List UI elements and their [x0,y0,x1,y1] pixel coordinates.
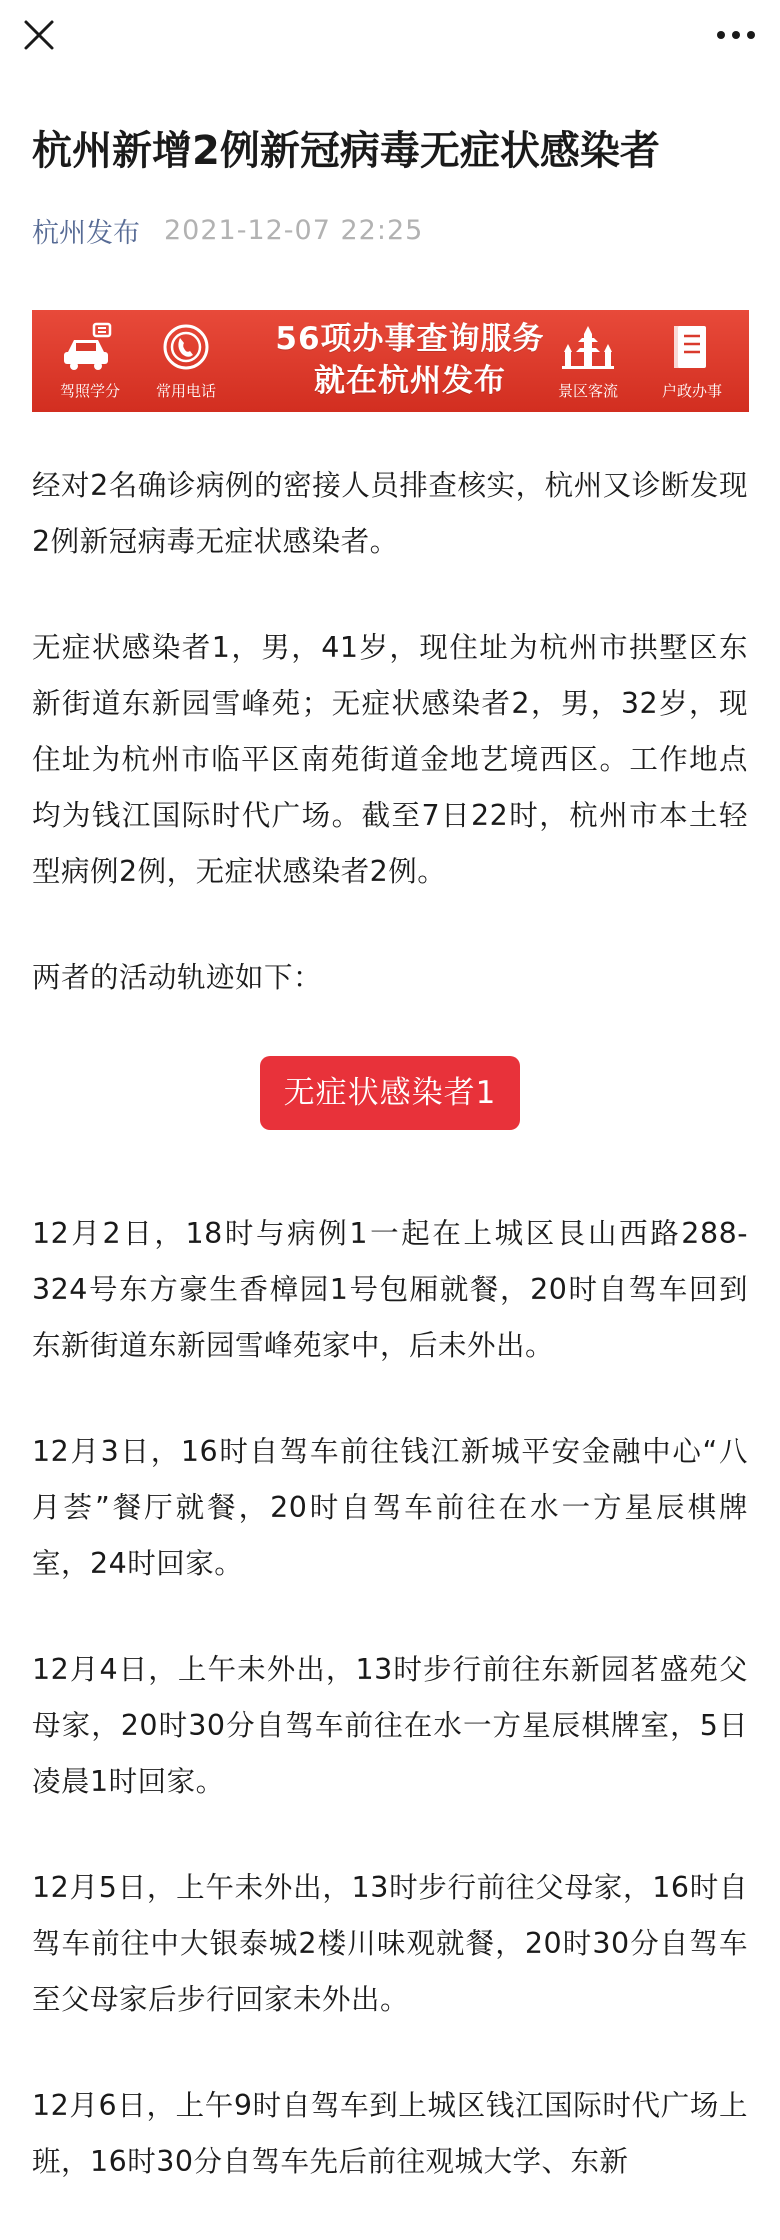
banner-item-label: 户政办事 [661,382,722,400]
paragraph-cases: 无症状感染者1，男，41岁，现住址为杭州市拱墅区东新街道东新园雪峰苑；无症状感染者2，男，32岁，现住址为杭州市临平区南苑街道金地艺境西区。工作地点均为钱江国际时代广场。截至7日22时，杭州市本土轻型病例2例，无症状感染者2例。 [32,631,748,888]
more-horizontal-icon [714,22,758,48]
banner-item-label: 景区客流 [557,382,618,400]
book-icon [670,322,714,372]
section-label-case1: 无症状感染者1 [260,1056,521,1130]
paragraph-intro: 经对2名确诊病例的密接人员排查核实，杭州又诊断发现2例新冠病毒无症状感染者。 [32,469,748,558]
banner-line-2: 就在杭州发布 [314,363,506,399]
paragraph-dec2: 12月2日，18时与病例1一起在上城区艮山西路288-324号东方豪生香樟园1号包厢就餐，20时自驾车回到东新街道东新园雪峰苑家中，后未外出。 [32,1217,748,1362]
close-icon [22,18,56,52]
banner-item-label: 常用电话 [155,382,216,400]
services-banner[interactable] [32,310,749,412]
phone-icon [160,322,212,372]
banner-item-license-points[interactable] [40,322,140,401]
top-bar [0,0,780,70]
paragraph-tracks-intro: 两者的活动轨迹如下： [32,961,323,994]
paragraph-dec3: 12月3日，16时自驾车前往钱江新城平安金融中心“八月荟”餐厅就餐，20时自驾车前往在水一方星辰棋牌室，24时回家。 [32,1435,748,1580]
author-link[interactable]: 杭州发布 [32,217,140,249]
car-icon [60,322,120,372]
more-button[interactable] [714,22,758,48]
banner-line-1: 56项办事查询服务 [275,321,545,357]
banner-item-label: 驾照学分 [59,382,120,400]
paragraph-dec4: 12月4日，上午未外出，13时步行前往东新园茗盛苑父母家，20时30分自驾车前往在水一方星辰棋牌室，5日凌晨1时回家。 [32,1653,748,1798]
section-label-wrap [32,1056,748,1130]
banner-item-scenic-traffic[interactable] [538,322,638,401]
paragraph-dec5: 12月5日，上午未外出，13时步行前往父母家，16时自驾车前往中大银泰城2楼川味观就餐，20时30分自驾车至父母家后步行回家未外出。 [32,1871,748,2016]
close-button[interactable] [22,18,56,52]
banner-item-household[interactable] [642,322,742,401]
article-body [32,458,748,2240]
banner-item-phone[interactable] [136,322,236,401]
banner-headline [260,318,560,402]
article-title: 杭州新增2例新冠病毒无症状感染者 [32,128,660,174]
article-meta [32,210,423,250]
paragraph-dec6: 12月6日，上午9时自驾车到上城区钱江国际时代广场上班，16时30分自驾车先后前往观城大学、东新 [32,2089,748,2178]
publish-time: 2021-12-07 22:25 [164,214,424,246]
pagoda-icon [558,322,618,372]
